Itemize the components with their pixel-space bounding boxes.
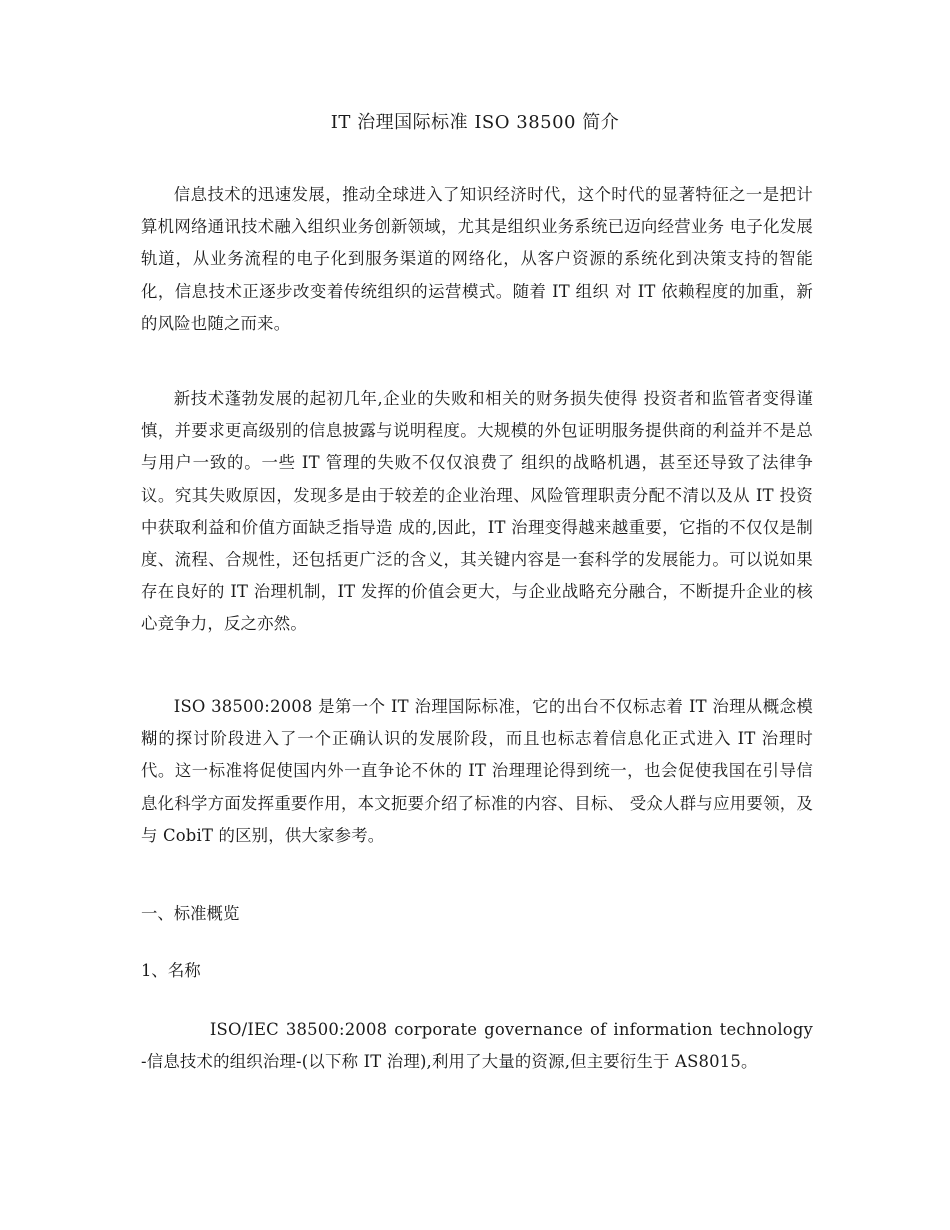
section-heading: 一、标准概览 bbox=[141, 904, 240, 923]
document-title: IT 治理国际标准 ISO 38500 简介 bbox=[330, 112, 620, 133]
paragraph-name: ISO/IEC 38500:2008 corporate governance of information technology -信息技术的组织治理-(以下称 IT 治理),利用了大量的资源,但主要衍生于 AS8015。 bbox=[141, 1020, 813, 1072]
subsection-heading: 1、名称 bbox=[141, 961, 201, 980]
paragraph-background: 新技术蓬勃发展的起初几年,企业的失败和相关的财务损失使得 投资者和监管者变得谨慎，并要求更高级别的信息披露与说明程度。大规模的外包证明服务提供商的利益并不是总与用户一致的。一些 IT 管理的失败不仅仅浪费了 组织的战略机遇，甚至还导致了法律争议。究其失败原因，发现多是由于较差的企业治理、风险管理职责分配不清以及从 IT 投资中获取利益和价值方面缺乏指导造 成的,因此，IT 治理变得越来越重要，它指的不仅仅是制度、流程、合规性，还包括更广泛的含义，其关键内容是一套科学的发展能力。可以说如果存在良好的 IT 治理机制，IT 发挥的价值会更大，与企业战略充分融合，不断提升企业的核心竞争力，反之亦然。 bbox=[141, 389, 813, 634]
paragraph-standard: ISO 38500:2008 是第一个 IT 治理国际标准，它的出台不仅标志着 IT 治理从概念模糊的探讨阶段进入了一个正确认识的发展阶段，而且也标志着信息化正式进入 IT 治理时代。这一标准将促使国内外一直争论不休的 IT 治理理论得到统一，也会促使我国在引导信息化科学方面发挥重要作用，本文扼要介绍了标准的内容、目标、 受众人群与应用要领，及与 CobiT 的区别，供大家参考。 bbox=[141, 697, 813, 845]
paragraph-intro: 信息技术的迅速发展，推动全球进入了知识经济时代，这个时代的显著特征之一是把计算机网络通讯技术融入组织业务创新领域，尤其是组织业务系统已迈向经营业务 电子化发展轨道，从业务流程的电子化到服务渠道的网络化，从客户资源的系统化到决策支持的智能化，信息技术正逐步改变着传统组织的运营模式。随着 IT 组织 对 IT 依赖程度的加重，新的风险也随之而来。 bbox=[141, 185, 813, 333]
